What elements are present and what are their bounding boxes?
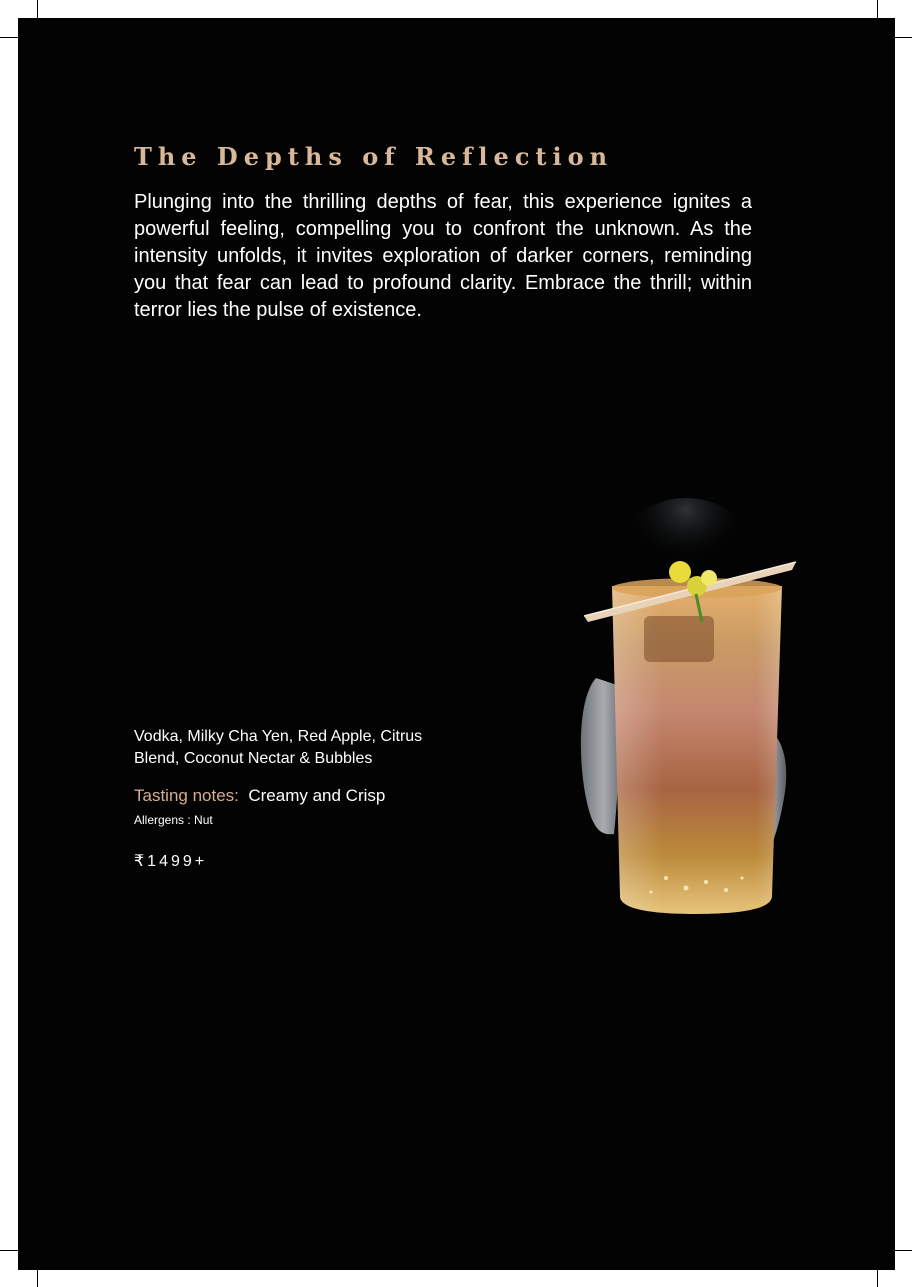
ingredients-line: Vodka, Milky Cha Yen, Red Apple, Citrus	[134, 728, 423, 745]
crop-mark	[894, 1250, 912, 1251]
crop-mark	[0, 1250, 18, 1251]
crop-mark	[894, 37, 912, 38]
tasting-notes-value: Creamy and Crisp	[248, 786, 386, 805]
tasting-notes	[134, 785, 385, 807]
crop-mark	[37, 1269, 38, 1287]
ingredients	[134, 726, 474, 770]
price: ₹1499+	[134, 853, 208, 870]
drink-description: Plunging into the thrilling depths of fear, this experience ignites a powerful feeling, compelling you to confront the unknown. As the intensity unfolds, it invites exploration of darker corners, reminding you that fear can lead to profound clarity. Embrace the thrill; within terror lies the pulse of existence.	[134, 191, 752, 321]
crop-mark	[877, 0, 878, 18]
allergens: Allergens : Nut	[134, 813, 213, 827]
cocktail-glass-photo	[556, 498, 806, 918]
menu-page	[18, 18, 895, 1270]
tasting-notes-label: Tasting notes:	[134, 786, 239, 805]
crop-mark	[37, 0, 38, 18]
drink-title: The Depths of Reflection	[134, 142, 614, 171]
crop-mark	[877, 1269, 878, 1287]
ingredients-line: Blend, Coconut Nectar & Bubbles	[134, 750, 373, 767]
crop-mark	[0, 37, 18, 38]
